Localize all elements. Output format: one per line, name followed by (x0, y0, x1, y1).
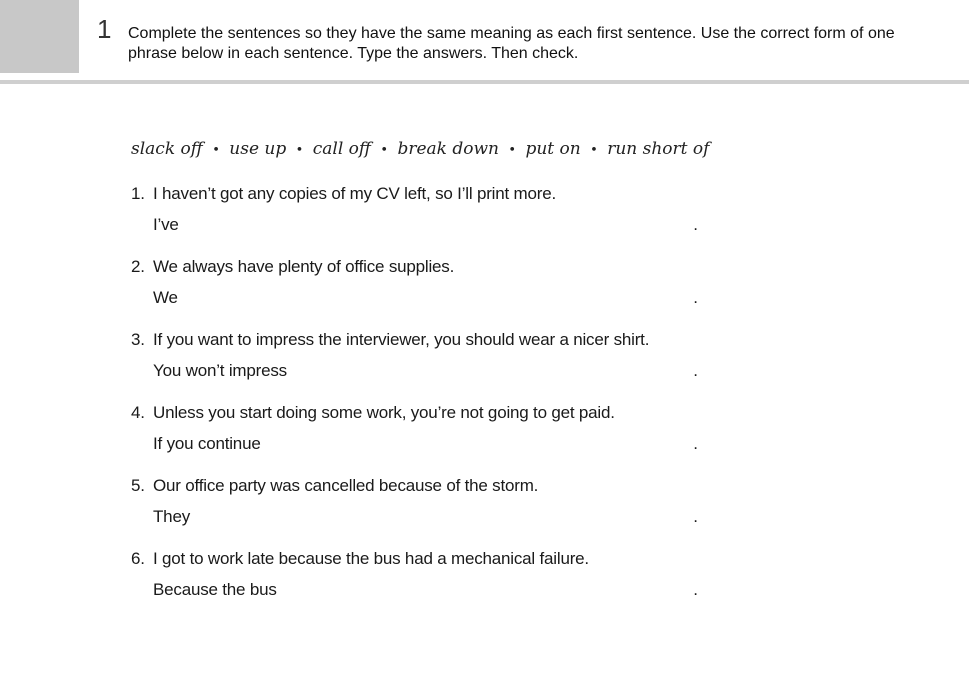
phrase: use up (229, 139, 287, 159)
answer-prompt: Because the bus (153, 580, 277, 599)
phrase: put on (525, 139, 581, 159)
sentence-end-period: . (693, 580, 698, 599)
header-grey-block (0, 0, 79, 73)
phrase-separator: • (508, 143, 517, 158)
answer-row (153, 434, 698, 458)
item-sentence: Unless you start doing some work, you’re not going to get paid. (153, 403, 615, 422)
sentence-end-period: . (693, 434, 698, 453)
answer-input[interactable] (271, 434, 690, 458)
item-sentence: If you want to impress the interviewer, you should wear a nicer shirt. (153, 330, 650, 349)
answer-prompt: You won’t impress (153, 361, 287, 380)
answer-row (153, 288, 698, 312)
item-sentence: We always have plenty of office supplies. (153, 257, 455, 276)
item-number: 3. (131, 330, 145, 349)
exercise-item (131, 330, 731, 403)
exercise-item (131, 403, 731, 476)
answer-row (153, 580, 698, 604)
sentence-end-period: . (693, 507, 698, 526)
exercise-instructions: Complete the sentences so they have the same meaning as each first sentence. Use the correct form of one phrase below in each sentence. Type the answers. Then check. (128, 25, 895, 62)
item-sentence: Our office party was cancelled because of the storm. (153, 476, 539, 495)
answer-input[interactable] (185, 288, 690, 312)
phrase: break down (397, 139, 499, 159)
answer-prompt: I’ve (153, 215, 179, 234)
item-number: 6. (131, 549, 145, 568)
answer-prompt: They (153, 507, 190, 526)
item-number: 1. (131, 184, 145, 203)
phrase: call off (312, 139, 371, 159)
phrase-bank (131, 139, 709, 159)
answer-input[interactable] (185, 215, 690, 239)
answer-row (153, 215, 698, 239)
item-number: 2. (131, 257, 145, 276)
exercise-item (131, 184, 731, 257)
answer-input[interactable] (197, 507, 690, 531)
phrase-separator: • (380, 143, 389, 158)
exercise-header (0, 0, 969, 84)
answer-input[interactable] (297, 361, 690, 385)
exercise-item (131, 257, 731, 330)
item-number: 4. (131, 403, 145, 422)
sentence-end-period: . (693, 361, 698, 380)
answer-row (153, 361, 698, 385)
sentence-end-period: . (693, 215, 698, 234)
phrase: run short of (607, 139, 710, 159)
exercise-number: 1 (97, 14, 112, 44)
sentence-end-period: . (693, 288, 698, 307)
exercise-item (131, 476, 731, 549)
exercise-items (131, 184, 731, 622)
item-sentence: I got to work late because the bus had a mechanical failure. (153, 549, 589, 568)
answer-input[interactable] (283, 580, 690, 604)
item-number: 5. (131, 476, 145, 495)
item-sentence: I haven’t got any copies of my CV left, so I’ll print more. (153, 184, 556, 203)
answer-prompt: If you continue (153, 434, 261, 453)
phrase-separator: • (212, 143, 220, 158)
answer-prompt: We (153, 288, 178, 307)
answer-row (153, 507, 698, 531)
phrase-separator: • (590, 143, 598, 158)
phrase: slack off (131, 139, 203, 159)
phrase-separator: • (295, 143, 304, 158)
exercise-item (131, 549, 731, 622)
